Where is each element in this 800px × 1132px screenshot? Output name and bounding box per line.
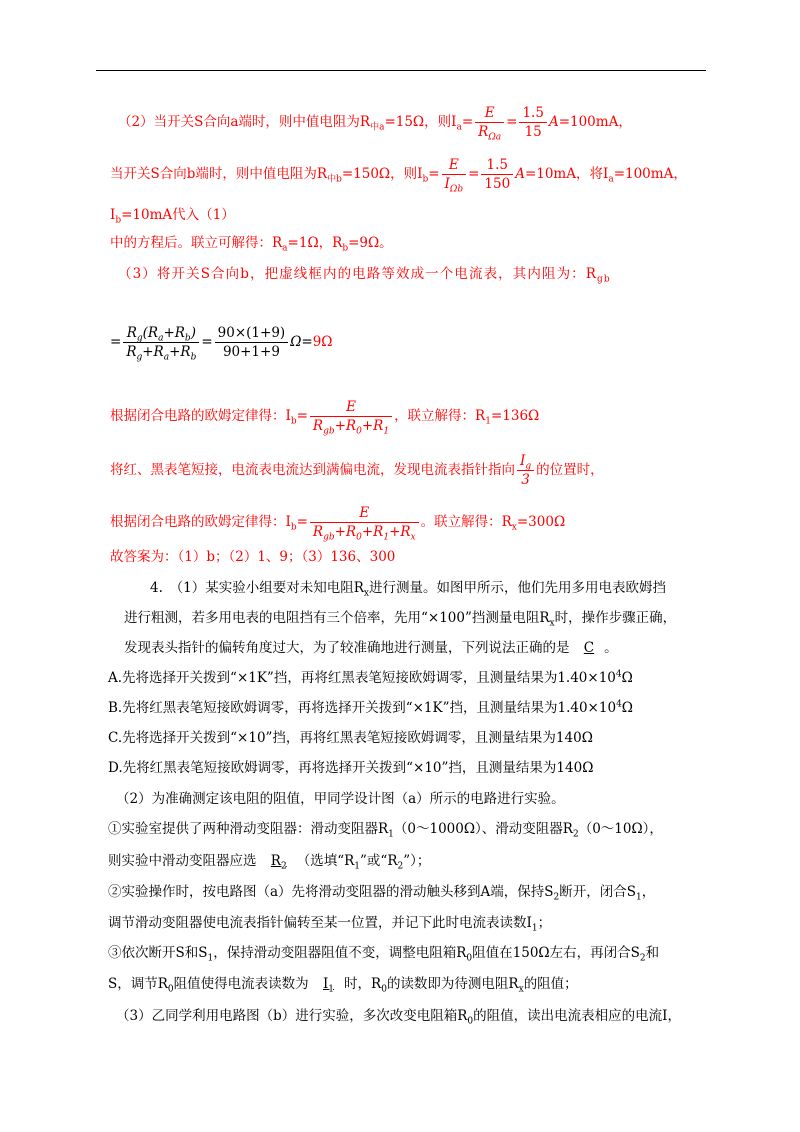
subscript: 中a bbox=[370, 122, 385, 133]
denominator: 15 bbox=[524, 124, 542, 140]
text: （2）当开关S合向a端时，则中值电阻为R bbox=[118, 114, 371, 130]
solution-part-3: （3）将开关S合向b，把虚线框内的电路等效成一个电流表，其内阻为：$R_{gb}$ bbox=[118, 266, 611, 285]
numerator: E bbox=[442, 156, 467, 175]
denominator: $I_{\Omega b}$ bbox=[444, 176, 464, 195]
text: = bbox=[506, 114, 518, 130]
fraction-ib-1: $\frac{E}{R_{gb}+R_0+R_1}$ bbox=[310, 398, 392, 435]
answer-summary: 故答案为：（1）b；（2）1、9；（3）136、300 bbox=[110, 549, 396, 565]
solution-line-result: 中的方程后。联立可解得：$R_a=1\Omega$，$R_b=9\Omega$。 bbox=[110, 235, 393, 254]
denominator: $R_{\Omega a}$ bbox=[478, 124, 502, 143]
solution-line-substitute: $I_b=10mA$代入（1） bbox=[110, 207, 235, 226]
fraction-rgb-values: $\frac{90\times(1+9)}{90+1+9}$ bbox=[215, 324, 289, 361]
denominator: 150 bbox=[484, 176, 511, 192]
fraction-ib-2: $\frac{E}{R_{gb}+R_0+R_1+R_x}$ bbox=[310, 504, 419, 541]
solution-short-circuit: 将红、黑表笔短接，电流表电流达到满偏电流，发现电流表指针指向 $\frac{I_g}{3}$ 的位置时， bbox=[110, 453, 604, 488]
numerator: 1.5 bbox=[481, 156, 513, 175]
option-d: D.先将红黑表笔短接欧姆调零，再将选择开关拨到“×10”挡，且测量结果为140Ω bbox=[108, 760, 594, 776]
subscript: b bbox=[422, 174, 429, 185]
q4-line-2: 进行粗测，若多用电表的电阻挡有三个倍率，先用“×100”挡测量电阻$R_x$时，操作步骤正确， bbox=[124, 610, 677, 629]
result-rgb: 9Ω bbox=[312, 334, 333, 350]
unit: A bbox=[548, 114, 559, 130]
q4-step-2a: ②实验操作时，按电路图（a）先将滑动变阻器的滑动触头移到A端，保持$S_2$断开，闭合$S_1$， bbox=[108, 884, 656, 903]
q4-step-2b: 调节滑动变阻器使电流表指针偏转至某一位置，并记下此时电流表读数$I_1$； bbox=[108, 915, 552, 934]
numerator: 1.5 bbox=[519, 104, 546, 123]
text: =100mA， bbox=[558, 114, 632, 130]
unit: A bbox=[515, 166, 525, 182]
q4-step-3a: ③依次断开S和$S_1$，保持滑动变阻器阻值不变，调整电阻箱$R_0$阻值在150Ω左右，再闭合$S_2$和 bbox=[108, 945, 660, 964]
fraction-e-over-i bbox=[442, 156, 467, 193]
text: = bbox=[468, 166, 480, 182]
text: =15Ω，则I bbox=[384, 114, 457, 130]
text: =100mA， bbox=[613, 166, 687, 182]
q4-line-3: 发现表头指针的偏转角度过大，为了较准确地进行测量，下列说法正确的是 C 。 bbox=[124, 640, 618, 656]
solution-line-ia bbox=[118, 104, 728, 141]
solution-line-ib bbox=[110, 156, 720, 193]
answer-blank-c: C bbox=[583, 640, 595, 656]
text: = bbox=[461, 114, 474, 130]
answer-blank-i1: $I_1$ bbox=[322, 976, 335, 995]
q4-part-2: （2）为准确测定该电阻的阻值，甲同学设计图（a）所示的电路进行实验。 bbox=[116, 791, 565, 807]
solution-ohm-law-2: 根据闭合电路的欧姆定律得：$I_b=$ $\frac{E}{R_{gb}+R_0+R_1+R_x}$ 。联立解得：$R_x=300\Omega$ bbox=[110, 505, 566, 543]
numerator: $R_g(R_a+R_b)$ bbox=[123, 324, 199, 343]
fraction-values bbox=[519, 104, 546, 141]
text: 当开关S合向b端时，则中值电阻为R bbox=[110, 166, 328, 182]
subscript: 中b bbox=[327, 174, 342, 185]
option-c: C.先将选择开关拨到“×10”挡，再将红黑表笔短接欧姆调零，且测量结果为140Ω bbox=[108, 730, 593, 746]
numerator: E bbox=[475, 104, 504, 123]
fraction-e-over-r bbox=[475, 104, 504, 141]
header-rule bbox=[96, 70, 706, 71]
text: =150Ω，则I bbox=[341, 166, 423, 182]
q4-step-1a: ①实验室提供了两种滑动变阻器：滑动变阻器$R_1(0\sim 1000\Omega)$、滑动变阻器$R_2(0\sim 10\Omega)$， bbox=[108, 821, 663, 840]
fraction-values bbox=[481, 156, 513, 193]
fraction-rgb-formula bbox=[123, 324, 199, 361]
option-b: B.先将红黑表笔短接欧姆调零，再将选择开关拨到“×1K”挡，且测量结果为$1.40\times 10^4\Omega$ bbox=[108, 699, 633, 716]
text: =10mA，将I bbox=[524, 166, 609, 182]
denominator: $R_g+R_a+R_b$ bbox=[126, 344, 197, 363]
solution-ohm-law-1: 根据闭合电路的欧姆定律得：$I_b=$ $\frac{E}{R_{gb}+R_0+R_1}$ ，联立解得：$R_1=136\Omega$ bbox=[110, 399, 540, 437]
text: = bbox=[428, 166, 440, 182]
option-a: A.先将选择开关拨到“×1K”挡，再将红黑表笔短接欧姆调零，且测量结果为$1.40\times 10^4\Omega$ bbox=[108, 669, 633, 686]
answer-blank-r2: $R_2$ bbox=[270, 853, 287, 872]
subscript: a bbox=[456, 122, 462, 133]
q4-step-3b: S，调节$R_0$阻值使得电流表读数为 $I_1$ 时，$R_0$的读数即为待测电阻$R_x$的阻值； bbox=[108, 976, 578, 995]
fraction-ig-3: $\frac{I_g}{3}$ bbox=[517, 452, 534, 489]
subscript: a bbox=[608, 174, 614, 185]
equation-rgb: = $\frac{R_g(R_a+R_b)}{R_g+R_a+R_b}$ = $\frac{90\times(1+9)}{90+1+9}$ Ω=9Ω bbox=[110, 325, 333, 363]
q4-line-1: 4. （1）某实验小组要对未知电阻$R_x$进行测量。如图甲所示，他们先用多用电表欧姆挡 bbox=[150, 580, 666, 599]
q4-part-3: （3）乙同学利用电路图（b）进行实验，多次改变电阻箱$R_0$的阻值，读出电流表相应的电流I， bbox=[116, 1008, 681, 1027]
q4-step-1b: 则实验中滑动变阻器应选 $R_2$ （选填“$R_1$”或“$R_2$”）； bbox=[108, 853, 431, 872]
